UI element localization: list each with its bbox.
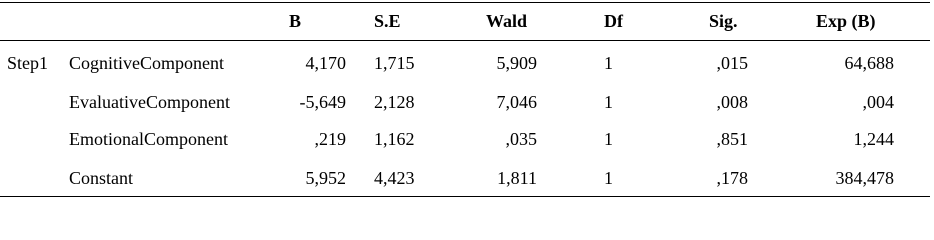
header-df: Df xyxy=(604,11,623,31)
cell-exp-b: ,004 xyxy=(862,92,894,112)
cell-df: 1 xyxy=(604,129,613,149)
cell-se: 1,715 xyxy=(374,53,415,73)
cell-df: 1 xyxy=(604,168,613,188)
table-bottom-rule xyxy=(0,196,930,197)
cell-exp-b: 64,688 xyxy=(844,53,894,73)
cell-wald: 5,909 xyxy=(496,53,537,73)
header-sig: Sig. xyxy=(709,11,738,31)
table-header-rule xyxy=(0,40,930,41)
cell-exp-b: 1,244 xyxy=(853,129,894,149)
header-exp-b: Exp (B) xyxy=(816,11,876,31)
row-variable-name: EvaluativeComponent xyxy=(69,92,230,112)
cell-wald: ,035 xyxy=(505,129,537,149)
cell-b: 4,170 xyxy=(305,53,346,73)
cell-b: ,219 xyxy=(314,129,346,149)
row-variable-name: Constant xyxy=(69,168,134,188)
cell-se: 1,162 xyxy=(374,129,415,149)
header-se: S.E xyxy=(374,11,401,31)
cell-se: 4,423 xyxy=(374,168,415,188)
header-b: B xyxy=(289,11,302,31)
step-label: Step1 xyxy=(7,53,49,73)
cell-se: 2,128 xyxy=(374,92,415,112)
cell-df: 1 xyxy=(604,53,613,73)
table-top-rule xyxy=(0,2,930,3)
cell-b: 5,952 xyxy=(305,168,346,188)
cell-wald: 1,811 xyxy=(497,168,537,188)
cell-exp-b: 384,478 xyxy=(835,168,894,188)
cell-sig: ,178 xyxy=(716,168,748,188)
cell-b: -5,649 xyxy=(299,92,346,112)
row-variable-name: EmotionalComponent xyxy=(69,129,228,149)
cell-df: 1 xyxy=(604,92,613,112)
header-wald: Wald xyxy=(486,11,528,31)
row-variable-name: CognitiveComponent xyxy=(69,53,224,73)
cell-sig: ,008 xyxy=(716,92,748,112)
cell-sig: ,851 xyxy=(716,129,748,149)
cell-wald: 7,046 xyxy=(496,92,537,112)
cell-sig: ,015 xyxy=(716,53,748,73)
